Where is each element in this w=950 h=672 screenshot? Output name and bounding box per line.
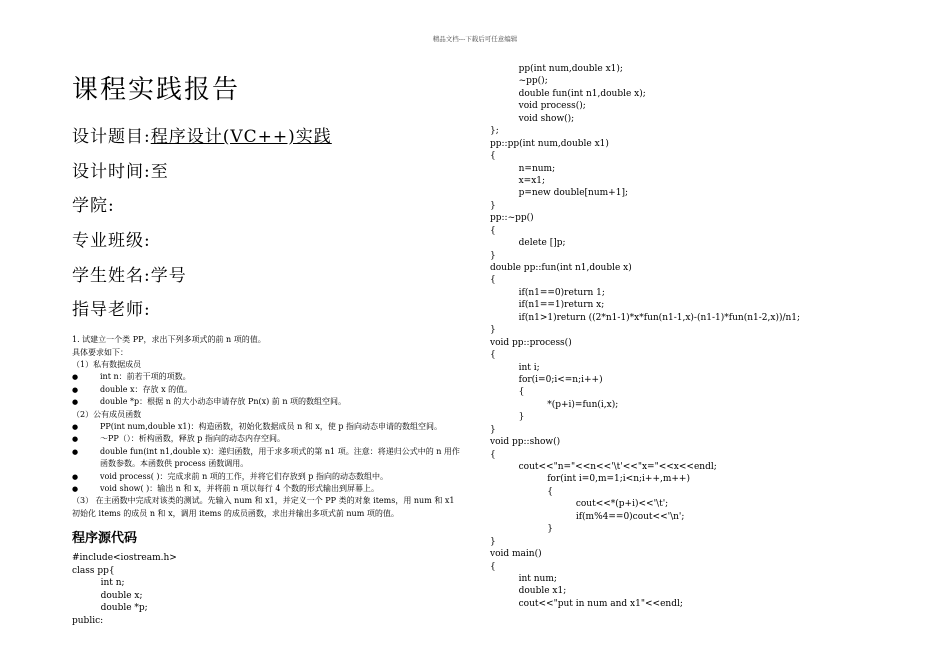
requirement-bullet: ● PP(int num,double x1)：构造函数，初始化数据成员 n 和 x，使 p 指向动态申请的数组空间。 xyxy=(72,421,464,433)
code-line: if(n1==1)return x; xyxy=(490,300,605,311)
source-code-left xyxy=(72,552,464,627)
right-column xyxy=(490,63,910,610)
page-title: 课程实践报告 xyxy=(72,75,241,105)
code-line: cout<<"put in num and x1"<<endl; xyxy=(490,598,683,609)
report-field xyxy=(72,189,464,224)
code-line: { xyxy=(490,350,496,361)
code-line: { xyxy=(490,225,496,236)
code-line: ~pp(); xyxy=(490,76,548,87)
code-line: pp::~pp() xyxy=(490,213,534,224)
report-field xyxy=(72,224,464,259)
code-line: for(int i=0,m=1;i<n;i++,m++) xyxy=(490,474,690,485)
requirement-line: （2）公有成员函数 xyxy=(72,409,142,419)
code-line: } xyxy=(490,524,553,535)
requirement-bullet: ● void show( )：输出 n 和 x，并将前 n 项以每行 4 个数的形式输出到屏幕上。 xyxy=(72,483,464,495)
code-line: double pp::fun(int n1,double x) xyxy=(490,263,632,273)
code-line: void main() xyxy=(490,549,542,560)
report-field xyxy=(72,120,464,155)
requirements-section xyxy=(72,334,464,520)
code-line: for(i=0;i<=n;i++) xyxy=(490,374,603,385)
report-fields xyxy=(72,120,464,328)
code-line: void pp::process() xyxy=(490,337,572,348)
requirement-bullet: ● double fun(int n1,double x)：递归函数，用于求多项式的第 n1 项。注意：将递归公式中的 n 用作函数参数。本函数供 process 函数调用。 xyxy=(72,446,464,471)
field-value: 至 xyxy=(150,161,169,182)
report-field xyxy=(72,259,464,294)
code-line: } xyxy=(490,250,496,261)
requirement-bullet: ● void process( )：完成求前 n 项的工作，并将它们存放到 p 指向的动态数组中。 xyxy=(72,471,464,483)
report-field xyxy=(72,293,464,328)
code-line: double fun(int n1,double x); xyxy=(490,88,646,99)
code-line: int n; xyxy=(72,578,125,589)
field-value: 程序设计(VC++)实践 xyxy=(150,127,332,147)
requirement-bullet: ● ～PP（）：析构函数，释放 p 指向的动态内存空间。 xyxy=(72,433,464,445)
code-line: p=new double[num+1]; xyxy=(490,188,628,199)
code-line: { xyxy=(490,387,525,398)
code-line: if(n1>1)return ((2*n1-1)*x*fun(n1-1,x)-(n1-1)*fun(n1-2,x))/n1; xyxy=(490,312,801,323)
code-line: class pp{ xyxy=(72,565,115,576)
code-line: { xyxy=(490,561,496,572)
code-line: { xyxy=(490,275,496,286)
field-label: 学生姓名: xyxy=(72,265,151,286)
code-line: void process(); xyxy=(490,101,586,112)
code-line: } xyxy=(490,325,496,336)
code-line: } xyxy=(490,200,496,211)
requirement-bullet: ● int n：前若干项的项数。 xyxy=(72,371,464,383)
code-line: double *p; xyxy=(72,603,148,614)
code-line: } xyxy=(490,424,496,435)
code-line: n=num; xyxy=(490,163,556,174)
header-note: 精品文档---下载后可任意编辑 xyxy=(432,35,518,43)
code-line: double x1; xyxy=(490,586,567,597)
code-line: void pp::show() xyxy=(490,437,561,448)
code-line: }; xyxy=(490,126,499,137)
code-line: } xyxy=(490,412,525,423)
code-line: *(p+i)=fun(i,x); xyxy=(490,399,619,410)
field-label: 专业班级: xyxy=(72,231,151,252)
code-line: { xyxy=(490,486,553,497)
code-line: #include<iostream.h> xyxy=(72,553,177,564)
code-line: } xyxy=(490,536,496,547)
code-line: pp::pp(int num,double x1) xyxy=(490,138,609,149)
requirement-bullet: ● double *p：根据 n 的大小动态申请存放 Pn(x) 前 n 项的数组空间。 xyxy=(72,396,464,408)
requirement-bullet: ● double x：存放 x 的值。 xyxy=(72,384,464,396)
requirement-line: 具体要求如下： xyxy=(72,347,128,357)
field-label: 学院: xyxy=(72,196,115,217)
code-line: int num; xyxy=(490,573,557,584)
code-line: { xyxy=(490,151,496,162)
code-line: x=x1; xyxy=(490,175,546,186)
field-value: 学号 xyxy=(150,265,187,286)
code-line: void show(); xyxy=(490,113,575,124)
code-line: if(n1==0)return 1; xyxy=(490,287,605,298)
code-line: pp(int num,double x1); xyxy=(490,64,623,74)
code-line: double x; xyxy=(72,590,143,601)
source-code-heading: 程序源代码 xyxy=(72,531,138,547)
code-line: if(m%4==0)cout<<'\n'; xyxy=(490,511,685,522)
requirement-line: （3） 在主函数中完成对该类的测试。先输入 num 和 x1，并定义一个 PP 类的对象 items，用 num 和 x1 初始化 items 的成员 n 和 x，调用 items 的成员函数，求出并输出多项式前 num 项的值。 xyxy=(72,496,455,518)
field-label: 设计题目: xyxy=(72,127,151,147)
field-label: 指导老师: xyxy=(72,300,151,321)
code-line: public: xyxy=(72,615,104,626)
requirement-line: （1）私有数据成员 xyxy=(72,359,142,369)
report-field xyxy=(72,155,464,190)
code-line: { xyxy=(490,449,496,460)
left-column xyxy=(72,66,464,627)
field-label: 设计时间: xyxy=(72,161,151,182)
source-code-right xyxy=(490,63,910,610)
code-line: int i; xyxy=(490,362,540,373)
requirement-line: 1. 试建立一个类 PP，求出下列多项式的前 n 项的值。 xyxy=(72,335,266,345)
code-line: delete []p; xyxy=(490,238,566,249)
code-line: cout<<*(p+i)<<'\t'; xyxy=(490,499,669,510)
code-line: cout<<"n="<<n<<'\t'<<"x="<<x<<endl; xyxy=(490,462,717,472)
